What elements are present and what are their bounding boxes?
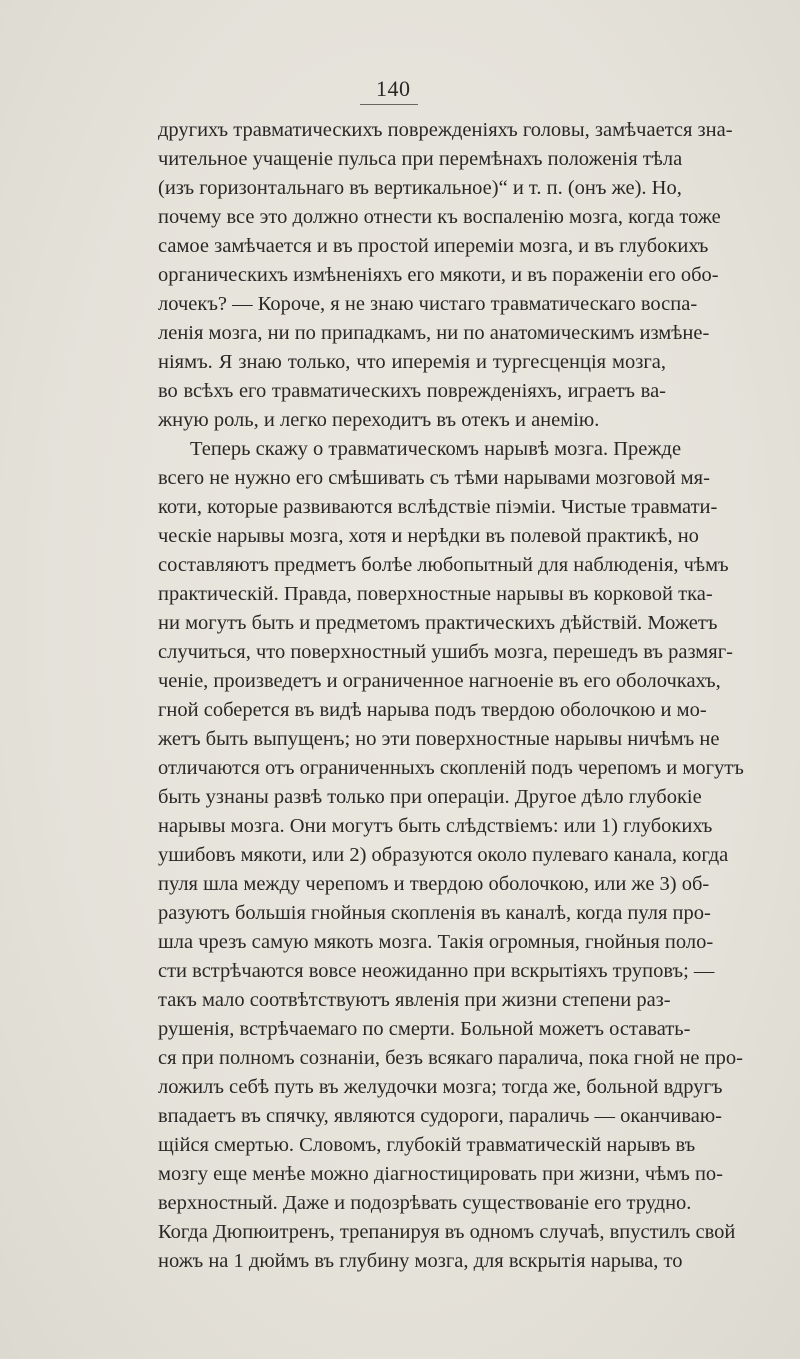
text-line: нарывы мозга. Они могутъ быть слѣдствіемъ: или 1) глубокихъ [158, 815, 713, 837]
text-line: всего не нужно его смѣшивать съ тѣми нарывами мозговой мя- [158, 467, 710, 489]
text-line: шла чрезъ самую мякоть мозга. Такія огромныя, гнойныя поло- [158, 931, 714, 953]
text-line: ложилъ себѣ путь въ желудочки мозга; тогда же, больной вдругъ [158, 1076, 723, 1098]
text-line: составляютъ предметъ болѣе любопытный для наблюденія, чѣмъ [158, 554, 729, 576]
paragraph-start-line: Теперь скажу о травматическомъ нарывѣ мозга. Прежде [190, 438, 682, 460]
paragraph-end-line: жную роль, и легко переходитъ въ отекъ и анемію. [158, 409, 600, 431]
text-line: впадаетъ въ спячку, являются судороги, параличь — оканчиваю- [158, 1105, 722, 1127]
text-line: такъ мало соотвѣтствуютъ явленія при жизни степени раз- [158, 989, 671, 1011]
page-number: 140 [376, 76, 411, 101]
text-line: почему все это должно отнести къ воспаленію мозга, когда тоже [158, 206, 721, 228]
text-line: пуля шла между черепомъ и твердою оболочкою, или же 3) об- [158, 873, 710, 895]
text-line: мозгу еще менѣе можно діагностицировать при жизни, чѣмъ по- [158, 1163, 724, 1185]
text-line: ножъ на 1 дюймъ въ глубину мозга, для вскрытія нарыва, то [158, 1250, 683, 1272]
text-line: (изъ горизонтальнаго въ вертикальное)“ и т. п. (онъ же). Но, [158, 177, 682, 199]
text-line: ніямъ. Я знаю только, что иперемія и тургесценція мозга, [158, 351, 666, 373]
text-line: случиться, что поверхностный ушибъ мозга, перешедъ въ размяг- [158, 641, 733, 663]
text-line: ленія мозга, ни по припадкамъ, ни по анатомическимъ измѣне- [158, 322, 710, 344]
text-line: ческіе нарывы мозга, хотя и нерѣдки въ полевой практикѣ, но [158, 525, 699, 547]
text-line: ни могутъ быть и предметомъ практическихъ дѣйствій. Можетъ [158, 612, 718, 634]
text-line: верхностный. Даже и подозрѣвать существованіе его трудно. [158, 1192, 692, 1214]
text-line: сти встрѣчаются вовсе неожиданно при вскрытіяхъ труповъ; — [158, 960, 715, 982]
text-line: гной соберется въ видѣ нарыва подъ твердою оболочкою и мо- [158, 699, 707, 721]
text-line: рушенія, встрѣчаемаго по смерти. Больной можетъ оставать- [158, 1018, 691, 1040]
text-line: во всѣхъ его травматическихъ поврежденіяхъ, играетъ ва- [158, 380, 666, 402]
text-line: жетъ быть выпущенъ; но эти поверхностные нарывы ничѣмъ не [158, 728, 720, 750]
text-line: щійся смертью. Словомъ, глубокій травматическій нарывъ въ [158, 1134, 696, 1156]
page-number-rule [360, 104, 418, 105]
text-line: разуютъ большія гнойныя скопленія въ каналѣ, когда пуля про- [158, 902, 711, 924]
text-line: самое замѣчается и въ простой иперемiи мозга, и въ глубокихъ [158, 235, 709, 257]
text-line: ченіе, произведетъ и ограниченное нагноеніе въ его оболочкахъ, [158, 670, 721, 692]
text-line: коти, которые развиваются вслѣдствіе піэміи. Чистые травмати- [158, 496, 718, 518]
text-line: практическій. Правда, поверхностные нарывы въ корковой тка- [158, 583, 713, 605]
body-text [158, 116, 744, 1276]
text-line: чительное учащеніе пульса при перемѣнахъ положенія тѣла [158, 148, 683, 170]
text-line: ушибовъ мякоти, или 2) образуются около пулеваго канала, когда [158, 844, 729, 866]
text-line: лочекъ? — Короче, я не знаю чистаго травматическаго воспа- [158, 293, 698, 315]
text-line: отличаются отъ ограниченныхъ скопленій подъ черепомъ и могутъ [158, 757, 744, 779]
text-line: Когда Дюпюитренъ, трепанируя въ одномъ случаѣ, впустилъ свой [158, 1221, 736, 1243]
text-line: ся при полномъ сознаніи, безъ всякаго паралича, пока гной не про- [158, 1047, 743, 1069]
text-line: органическихъ измѣненіяхъ его мякоти, и въ пораженіи его обо- [158, 264, 719, 286]
text-line: другихъ травматическихъ поврежденіяхъ головы, замѣчается зна- [158, 119, 733, 141]
text-line: быть узнаны развѣ только при операціи. Другое дѣло глубокіе [158, 786, 702, 808]
